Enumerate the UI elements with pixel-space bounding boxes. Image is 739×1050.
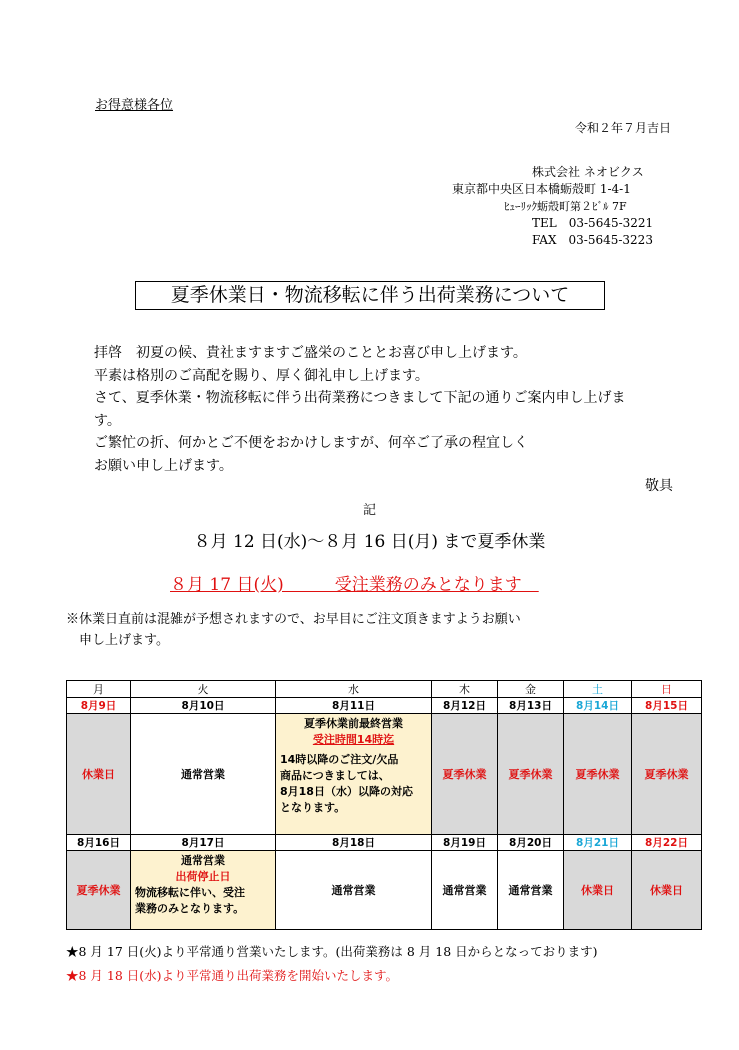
date-cell: 8月13日 [498, 698, 564, 714]
body-text [94, 342, 684, 477]
body-line: さて、夏季休業・物流移転に伴う出荷業務につきまして下記の通りご案内申し上げま [94, 390, 626, 406]
weekday-fri: 金 [498, 681, 564, 698]
status-cell: 通常営業 [276, 851, 432, 930]
weekday-sun: 日 [632, 681, 702, 698]
wed-note-line: となります。 [280, 801, 346, 814]
last-day-title: 夏季休業前最終営業 [304, 717, 403, 730]
addressee: お得意様各位 [95, 98, 174, 113]
wed-note-line: 8月18日（水）以降の対応 [280, 785, 413, 798]
weekday-thu: 木 [432, 681, 498, 698]
address-line-2: ﾋｭｰﾘｯｸ蛎殻町第２ﾋﾞﾙ 7F [504, 200, 627, 213]
weekday-header-row [67, 681, 702, 698]
weekday-sat: 土 [564, 681, 632, 698]
status-cell: 夏季休業 [564, 714, 632, 835]
status-cell: 休業日 [632, 851, 702, 930]
date-cell: 8月11日 [276, 698, 432, 714]
status-cell: 夏季休業 [498, 714, 564, 835]
tue-title: 通常営業 [181, 854, 225, 867]
status-cell: 夏季休業 [67, 851, 131, 930]
note-line: 申し上げます。 [66, 633, 169, 648]
body-line: お願い申し上げます。 [94, 457, 233, 474]
sender-block [452, 164, 653, 249]
date-cell: 8月18日 [276, 835, 432, 851]
rush-note [66, 609, 626, 651]
status-cell: 通常営業 [131, 714, 276, 835]
aug17-notice: ８月 17 日(火) 受注業務のみとなります [170, 575, 539, 595]
note-line: ※休業日直前は混雑が予想されますので、お早目にご注文頂きますようお願い [66, 612, 521, 627]
status-cell: 夏季休業 [432, 714, 498, 835]
tel-line: TEL 03-5645-3221 [532, 216, 654, 230]
body-line: 拝啓 初夏の候、貴社ますますご盛栄のこととお喜び申し上げます。 [94, 345, 527, 361]
last-business-day-cell [276, 714, 432, 835]
body-line: ご繁忙の折、何かとご不便をおかけしますが、何卒ご了承の程宜しく [94, 435, 528, 451]
date-cell: 8月9日 [67, 698, 131, 714]
status-cell: 通常営業 [432, 851, 498, 930]
status-cell: 休業日 [67, 714, 131, 835]
status-cell: 夏季休業 [632, 714, 702, 835]
tue-note-line: 業務のみとなります。 [135, 902, 245, 915]
date-cell: 8月19日 [432, 835, 498, 851]
status-cell: 休業日 [564, 851, 632, 930]
date-cell: 8月17日 [131, 835, 276, 851]
date-cell: 8月12日 [432, 698, 498, 714]
week1-dates-row [67, 698, 702, 714]
date-cell: 8月14日 [564, 698, 632, 714]
date-cell: 8月15日 [632, 698, 702, 714]
body-line: 平素は格別のご高配を賜り、厚く御礼申し上げます。 [94, 367, 429, 384]
week1-status-row [67, 714, 702, 835]
closing-keigu: 敬具 [645, 478, 673, 494]
date-cell: 8月21日 [564, 835, 632, 851]
calendar-table [66, 680, 702, 930]
wed-note-line: 14時以降のご注文/欠品 [280, 753, 399, 766]
weekday-tue: 火 [131, 681, 276, 698]
date-cell: 8月20日 [498, 835, 564, 851]
footnote-shipping-resume: ★8 月 18 日(水)より平常通り出荷業務を開始いたします。 [66, 968, 399, 983]
shipping-stop-cell [131, 851, 276, 930]
weekday-mon: 月 [67, 681, 131, 698]
status-cell: 通常営業 [498, 851, 564, 930]
week2-dates-row [67, 835, 702, 851]
company-name: 株式会社 ネオビクス [532, 165, 644, 179]
fax-line: FAX 03-5645-3223 [532, 233, 653, 247]
wed-note-line: 商品につきましては、 [280, 769, 390, 782]
deadline-text: 受注時間14時迄 [312, 733, 395, 746]
weekday-wed: 水 [276, 681, 432, 698]
shipping-stop-text: 出荷停止日 [175, 870, 231, 883]
ki-heading: 記 [362, 503, 376, 518]
date-cell: 8月10日 [131, 698, 276, 714]
week2-status-row [67, 851, 702, 930]
date-cell: 8月16日 [67, 835, 131, 851]
document-title: 夏季休業日・物流移転に伴う出荷業務について [135, 281, 605, 310]
body-line: す。 [94, 412, 121, 429]
issue-date: 令和２年７月吉日 [574, 121, 671, 135]
holiday-period: ８月 12 日(水)～８月 16 日(月) まで夏季休業 [193, 532, 546, 552]
address-line-1: 東京都中央区日本橋蛎殻町 1-4-1 [452, 182, 631, 196]
footnote-business-resume: ★8 月 17 日(火)より平常通り営業いたします。(出荷業務は 8 月 18 日からとなっております) [66, 944, 598, 959]
date-cell: 8月22日 [632, 835, 702, 851]
tue-note-line: 物流移転に伴い、受注 [135, 886, 245, 899]
